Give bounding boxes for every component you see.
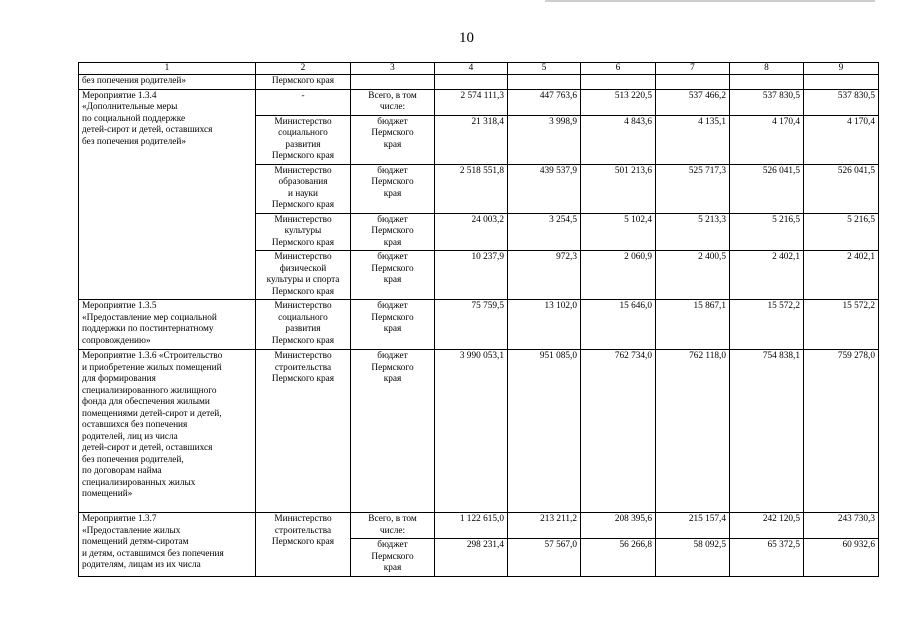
table-row <box>79 513 879 539</box>
value-cell: 4 170,4 <box>804 115 879 164</box>
source-cell: бюджет Пермского края <box>351 300 435 350</box>
value-cell: 2 518 551,8 <box>435 164 508 213</box>
source-cell: Всего, в том числе: <box>351 513 435 539</box>
page-number: 10 <box>459 30 474 46</box>
value-cell: 2 060,9 <box>581 251 656 300</box>
source-cell: бюджет Пермского края <box>351 350 435 513</box>
value-cell: 15 572,2 <box>730 300 804 350</box>
executor-cell: - <box>256 89 351 115</box>
value-cell: 75 759,5 <box>435 300 508 350</box>
activity-cell: Мероприятие 1.3.6 «Строительство и приобретение жилых помещений для формирования специализированного жилищного фонда для обеспечения жилыми помещениями детей-сирот и детей, оставшихся без попечения родителей, лиц из числа детей-сирот и детей, оставшихся без попечения родителей, по договорам найма специализированных жилых помещений» <box>79 350 256 513</box>
value-cell <box>804 75 879 90</box>
value-cell: 5 102,4 <box>581 213 656 251</box>
executor-cell: Министерство строительства Пермского края <box>256 350 351 513</box>
source-cell: бюджет Пермского края <box>351 251 435 300</box>
value-cell: 2 400,5 <box>656 251 730 300</box>
value-cell: 65 372,5 <box>730 539 804 577</box>
column-header: 2 <box>256 63 351 75</box>
executor-cell: Министерство строительства Пермского края <box>256 513 351 577</box>
value-cell <box>656 75 730 90</box>
value-cell: 754 838,1 <box>730 350 804 513</box>
value-cell <box>435 75 508 90</box>
value-cell: 3 254,5 <box>508 213 581 251</box>
activity-cell: Мероприятие 1.3.5 «Предоставление мер социальной поддержки по постинтернатному сопровождению» <box>79 300 256 350</box>
value-cell: 4 170,4 <box>730 115 804 164</box>
source-cell: Всего, в том числе: <box>351 89 435 115</box>
activity-cell: Мероприятие 1.3.4 «Дополнительные меры по социальной поддержке детей-сирот и детей, оставшихся без попечения родителей» <box>79 89 256 300</box>
value-cell: 537 466,2 <box>656 89 730 115</box>
value-cell: 213 211,2 <box>508 513 581 539</box>
value-cell: 10 237,9 <box>435 251 508 300</box>
top-edge-line <box>545 0 875 2</box>
value-cell: 447 763,6 <box>508 89 581 115</box>
column-header: 1 <box>79 63 256 75</box>
executor-cell: Министерство социального развития Пермского края <box>256 300 351 350</box>
value-cell: 24 003,2 <box>435 213 508 251</box>
value-cell: 215 157,4 <box>656 513 730 539</box>
value-cell: 759 278,0 <box>804 350 879 513</box>
source-cell: бюджет Пермского края <box>351 115 435 164</box>
value-cell: 15 646,0 <box>581 300 656 350</box>
value-cell: 4 135,1 <box>656 115 730 164</box>
value-cell: 57 567,0 <box>508 539 581 577</box>
value-cell: 439 537,9 <box>508 164 581 213</box>
table-row <box>79 350 879 513</box>
value-cell: 951 085,0 <box>508 350 581 513</box>
value-cell: 972,3 <box>508 251 581 300</box>
column-header: 8 <box>730 63 804 75</box>
value-cell: 242 120,5 <box>730 513 804 539</box>
value-cell: 2 574 111,3 <box>435 89 508 115</box>
executor-cell: Министерство культуры Пермского края <box>256 213 351 251</box>
activity-cell: без попечения родителей» <box>79 75 256 90</box>
table-row <box>79 300 879 350</box>
header-row <box>79 63 879 75</box>
value-cell <box>581 75 656 90</box>
source-cell <box>351 75 435 90</box>
column-header: 9 <box>804 63 879 75</box>
value-cell: 501 213,6 <box>581 164 656 213</box>
value-cell: 1 122 615,0 <box>435 513 508 539</box>
value-cell: 537 830,5 <box>804 89 879 115</box>
column-header: 7 <box>656 63 730 75</box>
value-cell: 4 843,6 <box>581 115 656 164</box>
table-row <box>79 89 879 115</box>
value-cell: 60 932,6 <box>804 539 879 577</box>
value-cell: 208 395,6 <box>581 513 656 539</box>
value-cell: 15 867,1 <box>656 300 730 350</box>
executor-cell: Министерство образования и науки Пермского края <box>256 164 351 213</box>
column-header: 4 <box>435 63 508 75</box>
activity-cell: Мероприятие 1.3.7 «Предоставление жилых помещений детям-сиротам и детям, оставшимся без попечения родителям, лицам из их числа <box>79 513 256 577</box>
budget-table <box>78 62 879 577</box>
table-row <box>79 75 879 90</box>
value-cell: 56 266,8 <box>581 539 656 577</box>
value-cell: 15 572,2 <box>804 300 879 350</box>
value-cell: 762 734,0 <box>581 350 656 513</box>
column-header: 6 <box>581 63 656 75</box>
value-cell: 13 102,0 <box>508 300 581 350</box>
value-cell: 3 998,9 <box>508 115 581 164</box>
value-cell: 525 717,3 <box>656 164 730 213</box>
executor-cell: Министерство социального развития Пермского края <box>256 115 351 164</box>
value-cell: 5 216,5 <box>730 213 804 251</box>
value-cell <box>508 75 581 90</box>
value-cell: 2 402,1 <box>730 251 804 300</box>
value-cell: 5 213,3 <box>656 213 730 251</box>
value-cell: 21 318,4 <box>435 115 508 164</box>
executor-cell: Пермского края <box>256 75 351 90</box>
value-cell: 537 830,5 <box>730 89 804 115</box>
value-cell: 298 231,4 <box>435 539 508 577</box>
value-cell: 243 730,3 <box>804 513 879 539</box>
source-cell: бюджет Пермского края <box>351 164 435 213</box>
value-cell: 58 092,5 <box>656 539 730 577</box>
executor-cell: Министерство физической культуры и спорта Пермского края <box>256 251 351 300</box>
value-cell: 526 041,5 <box>804 164 879 213</box>
value-cell: 5 216,5 <box>804 213 879 251</box>
value-cell: 762 118,0 <box>656 350 730 513</box>
value-cell: 3 990 053,1 <box>435 350 508 513</box>
value-cell <box>730 75 804 90</box>
value-cell: 2 402,1 <box>804 251 879 300</box>
value-cell: 513 220,5 <box>581 89 656 115</box>
source-cell: бюджет Пермского края <box>351 539 435 577</box>
value-cell: 526 041,5 <box>730 164 804 213</box>
source-cell: бюджет Пермского края <box>351 213 435 251</box>
column-header: 5 <box>508 63 581 75</box>
column-header: 3 <box>351 63 435 75</box>
